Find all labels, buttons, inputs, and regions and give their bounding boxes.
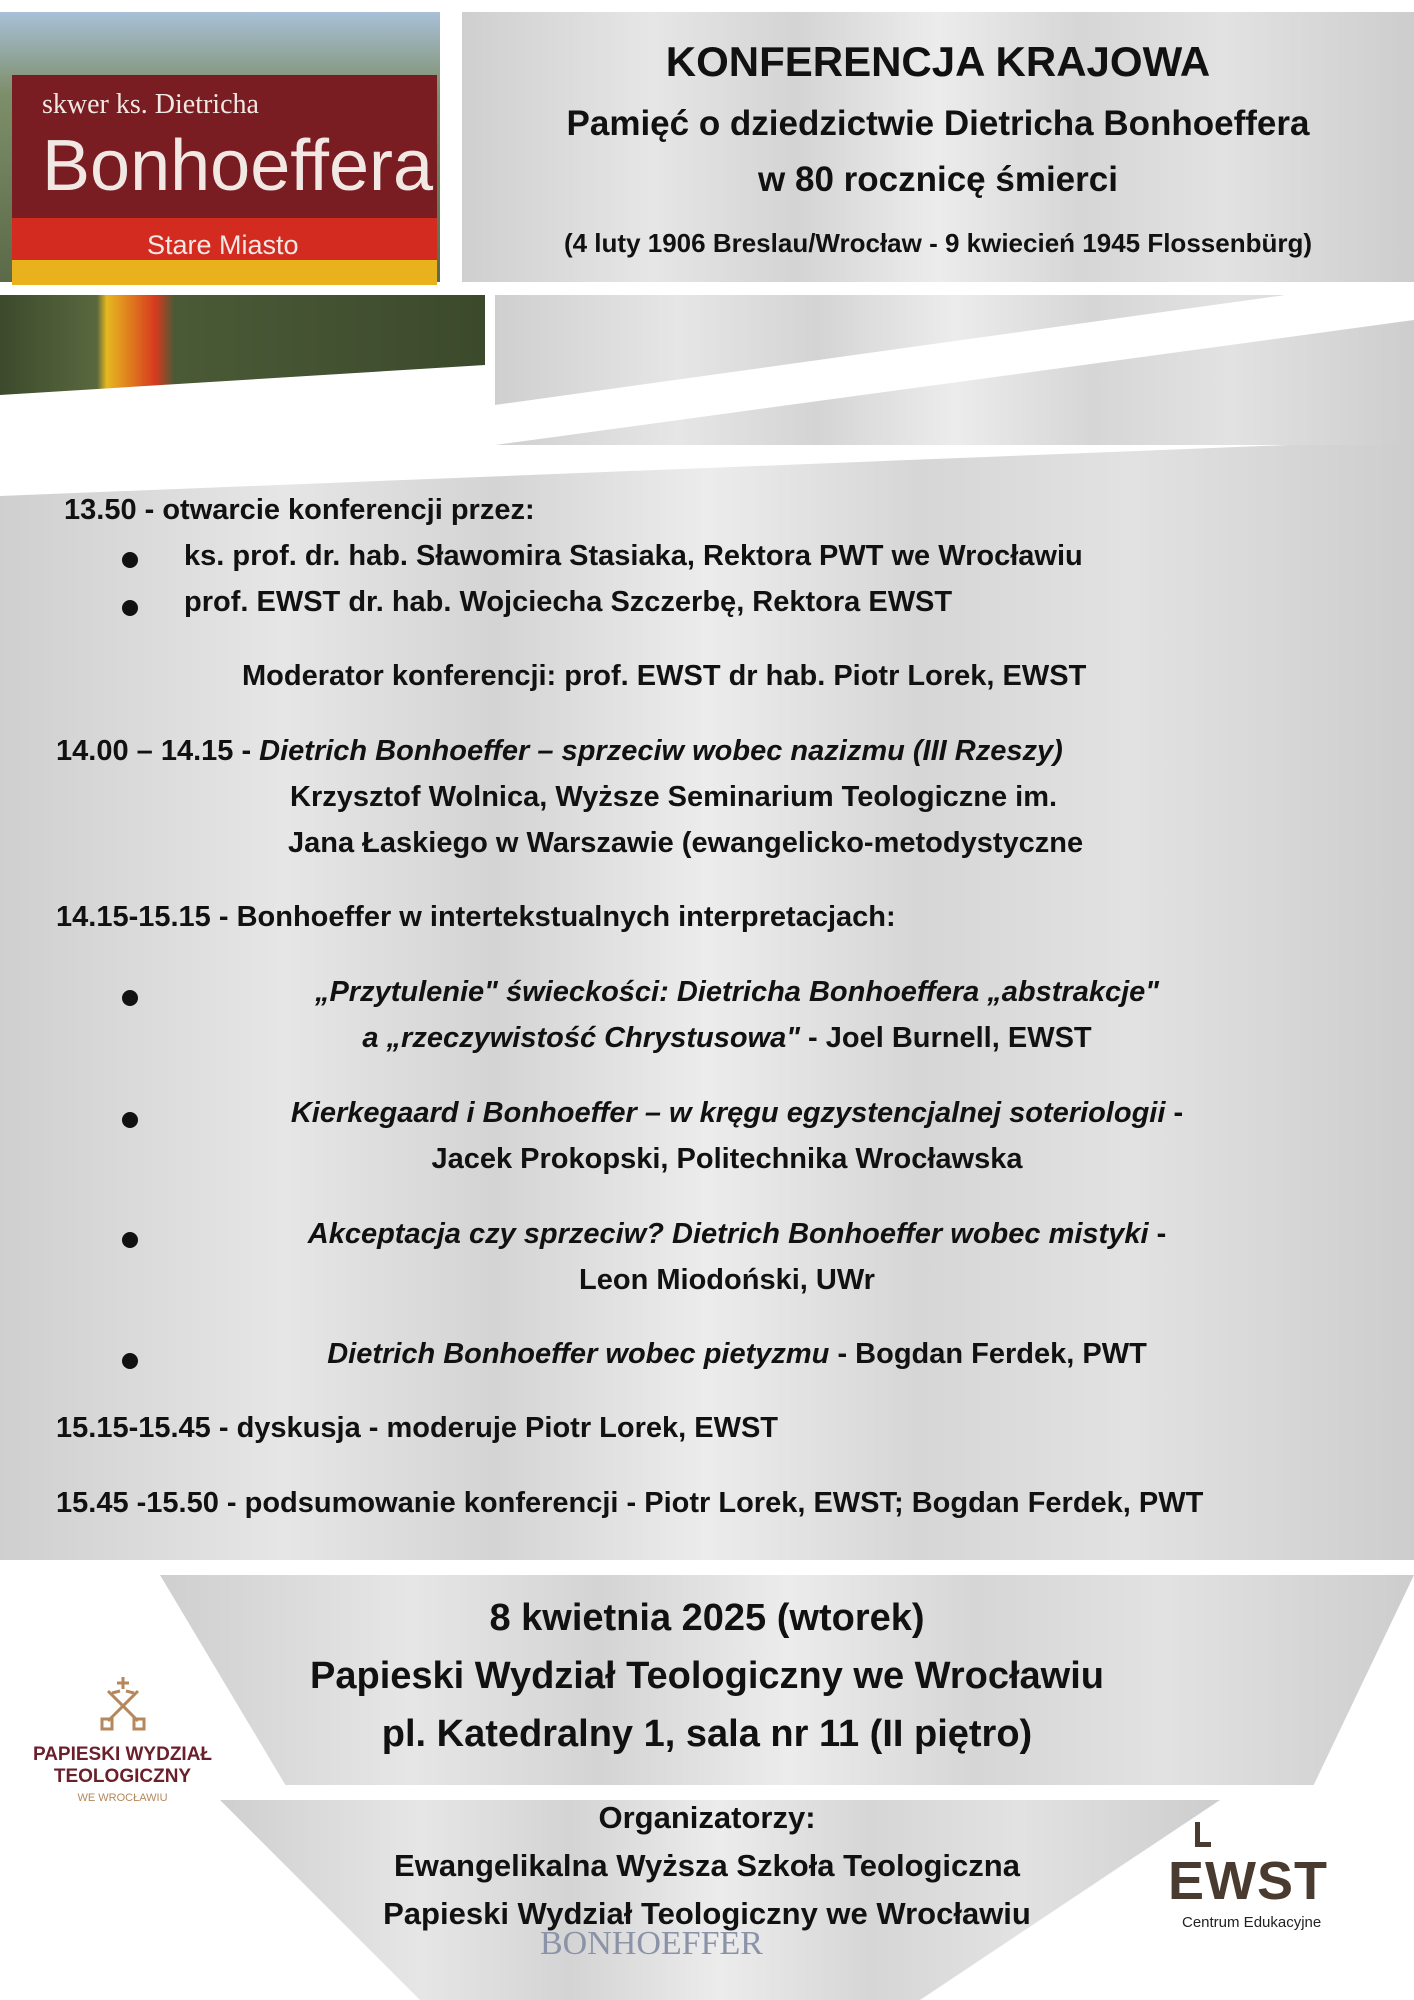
talk-title: Akceptacja czy sprzeciw? Dietrich Bonhoeffer wobec mistyki bbox=[307, 1218, 1149, 1250]
session-time: 14.00 – 14.15 - bbox=[56, 735, 260, 767]
list-item: ks. prof. dr. hab. Sławomira Stasiaka, Rektora PWT we Wrocławiu bbox=[184, 540, 1083, 572]
speaker: - Bogdan Ferdek, PWT bbox=[829, 1338, 1147, 1370]
organizer: Ewangelikalna Wyższa Szkoła Teologiczna bbox=[394, 1848, 1020, 1883]
sign-line3: Stare Miasto bbox=[147, 230, 299, 260]
flag-photo bbox=[0, 295, 485, 395]
page-title: KONFERENCJA KRAJOWA bbox=[665, 38, 1211, 85]
event-date: 8 kwietnia 2025 (wtorek) bbox=[489, 1597, 925, 1639]
talk-title: „Przytulenie" świeckości: Dietricha Bonhoeffera „abstrakcje" bbox=[314, 976, 1160, 1008]
speaker: Leon Miodoński, UWr bbox=[579, 1264, 875, 1296]
session-title: Dietrich Bonhoeffer – sprzeciw wobec nazizmu (III Rzeszy) bbox=[259, 735, 1063, 767]
speaker: - Joel Burnell, EWST bbox=[799, 1022, 1092, 1054]
session-2: 14.15-15.15 - Bonhoeffer w intertekstualnych interpretacjach: bbox=[56, 901, 896, 933]
organizers-label: Organizatorzy: bbox=[598, 1800, 816, 1835]
bullet-icon bbox=[122, 552, 138, 568]
subtitle: Pamięć o dziedzictwie Dietricha Bonhoeffera bbox=[566, 104, 1310, 143]
cross-icon bbox=[1195, 1822, 1200, 1844]
speaker: Jacek Prokopski, Politechnika Wrocławska bbox=[431, 1143, 1023, 1175]
speaker: Krzysztof Wolnica, Wyższe Seminarium Teologiczne im. bbox=[290, 781, 1058, 813]
pwt-line1: PAPIESKI WYDZIAŁ bbox=[32, 1744, 213, 1765]
list-item: prof. EWST dr. hab. Wojciecha Szczerbę, Rektora EWST bbox=[184, 586, 953, 618]
street-sign bbox=[12, 75, 437, 285]
speaker: Jana Łaskiego w Warszawie (ewangelicko-metodystyczne bbox=[288, 827, 1084, 859]
talk-title: a „rzeczywistość Chrystusowa" bbox=[362, 1022, 800, 1054]
subtitle: w 80 rocznicę śmierci bbox=[758, 160, 1118, 199]
ewst-subtitle: Centrum Edukacyjne bbox=[1182, 1914, 1322, 1931]
discussion: 15.15-15.45 - dyskusja - moderuje Piotr Lorek, EWST bbox=[56, 1412, 779, 1444]
sign-line2: Bonhoeffera bbox=[42, 126, 434, 206]
venue-name: Papieski Wydział Teologiczny we Wrocławiu bbox=[310, 1655, 1104, 1697]
bullet-icon bbox=[122, 600, 138, 616]
pwt-line2: TEOLOGICZNY bbox=[53, 1766, 192, 1787]
session-1 bbox=[56, 735, 1063, 768]
statue-plaque: BONHOEFFER bbox=[540, 1925, 763, 1962]
talk-title: Dietrich Bonhoeffer wobec pietyzmu bbox=[327, 1338, 830, 1370]
organizer: Papieski Wydział Teologiczny we Wrocławiu bbox=[383, 1896, 1031, 1931]
life-dates: (4 luty 1906 Breslau/Wrocław - 9 kwiecień 1945 Flossenbürg) bbox=[563, 228, 1313, 258]
moderator: Moderator konferencji: prof. EWST dr hab. Piotr Lorek, EWST bbox=[242, 660, 1087, 692]
ewst-wordmark: EWST bbox=[1168, 1851, 1328, 1911]
opening: 13.50 - otwarcie konferencji przez: bbox=[64, 494, 535, 526]
pwt-logo bbox=[0, 1675, 245, 1804]
pwt-line3: WE WROCŁAWIU bbox=[77, 1792, 168, 1804]
talk-title: Kierkegaard i Bonhoeffer – w kręgu egzystencjalnej soteriologii bbox=[290, 1097, 1166, 1129]
sign-line1: skwer ks. Dietricha bbox=[42, 89, 259, 120]
summary: 15.45 -15.50 - podsumowanie konferencji - Piotr Lorek, EWST; Bogdan Ferdek, PWT bbox=[56, 1487, 1204, 1519]
venue-address: pl. Katedralny 1, sala nr 11 (II piętro) bbox=[381, 1713, 1033, 1755]
crossed-keys-icon bbox=[98, 1675, 148, 1731]
